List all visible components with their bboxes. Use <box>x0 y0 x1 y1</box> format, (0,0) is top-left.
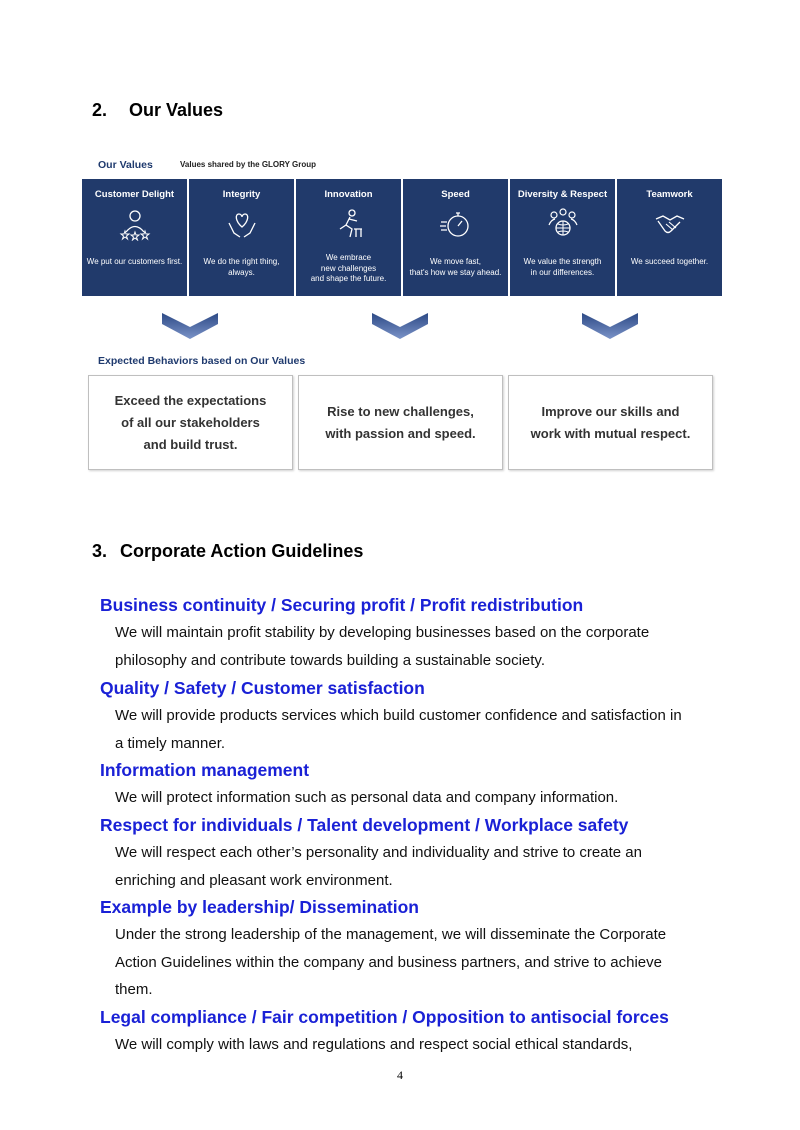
guideline-heading: Legal compliance / Fair competition / Opposition to antisocial forces <box>100 1007 669 1027</box>
guideline-line: We will protect information such as personal data and company information. <box>115 789 619 806</box>
guideline-heading: Respect for individuals / Talent development / Workplace safety <box>100 815 629 835</box>
chevron-down-icon <box>582 313 638 339</box>
value-card-title: Integrity <box>222 189 261 200</box>
guideline-body <box>115 702 735 757</box>
expected-behaviors-heading: Expected Behaviors based on Our Values <box>98 355 306 367</box>
section-title: Our Values <box>129 100 224 120</box>
guideline-body <box>115 784 735 812</box>
person-jumping-hurdle-icon <box>332 207 366 241</box>
guideline-heading: Information management <box>100 760 310 780</box>
value-card-title: Teamwork <box>646 189 693 200</box>
values-cards <box>82 179 722 296</box>
hands-holding-heart-icon <box>225 207 259 241</box>
chevron-down-icon <box>372 313 428 339</box>
guideline-line: Under the strong leadership of the management, we will disseminate the Corporate <box>115 926 667 943</box>
value-card-title: Innovation <box>324 189 373 200</box>
behavior-box: Rise to new challenges, with passion and speed. <box>298 375 503 470</box>
guideline-line: Action Guidelines within the company and business partners, and strive to achieve <box>115 953 662 971</box>
guideline-heading: Quality / Safety / Customer satisfaction <box>100 678 425 698</box>
behavior-box: Exceed the expectations of all our stakeholders and build trust. <box>88 375 293 470</box>
page-number: 4 <box>397 1068 403 1082</box>
guideline-line: We will respect each other’s personality and individuality and strive to create an <box>115 844 642 861</box>
value-card-title: Diversity & Respect <box>517 189 608 200</box>
handshake-icon <box>653 207 687 241</box>
chevron-down-icon <box>162 313 218 339</box>
stopwatch-icon <box>439 207 473 241</box>
value-card-integrity <box>189 179 294 296</box>
value-card-customer-delight <box>82 179 187 296</box>
guideline-body <box>115 1031 735 1059</box>
value-card-description: We put our customers first. <box>86 257 183 266</box>
value-card-description: We do the right thing, always. <box>203 257 280 277</box>
guideline-line: them. <box>115 981 153 998</box>
guideline-line: We will maintain profit stability by developing businesses based on the corporate <box>115 624 650 641</box>
value-card-description: We embrace new challenges and shape the future. <box>310 253 387 283</box>
guideline-line: We will comply with laws and regulations and respect social ethical standards, <box>115 1036 633 1053</box>
section-3-heading <box>92 541 363 562</box>
value-card-speed <box>403 179 508 296</box>
section-2-heading <box>92 100 223 121</box>
section-number: 3. <box>92 541 108 561</box>
values-figure-subheading: Values shared by the GLORY Group <box>180 160 317 169</box>
value-card-diversity-respect <box>510 179 615 296</box>
guideline-line: philosophy and contribute towards building a sustainable society. <box>115 651 545 669</box>
value-card-description: We move fast, that's how we stay ahead. <box>409 257 502 277</box>
guideline-line: a timely manner. <box>115 734 226 752</box>
person-with-stars-icon <box>118 207 152 241</box>
behavior-box: Improve our skills and work with mutual respect. <box>508 375 713 470</box>
people-around-globe-icon <box>546 207 580 241</box>
value-card-title: Speed <box>441 189 470 200</box>
guideline-body <box>115 839 735 894</box>
guideline-body <box>115 921 735 1004</box>
section-number: 2. <box>92 100 108 120</box>
value-card-innovation <box>296 179 401 296</box>
value-card-description: We succeed together. <box>630 257 709 266</box>
value-card-teamwork <box>617 179 722 296</box>
guideline-body <box>115 619 735 674</box>
guideline-heading: Business continuity / Securing profit / Profit redistribution <box>100 595 584 615</box>
value-card-description: We value the strength in our differences. <box>523 257 602 277</box>
guideline-line: We will provide products services which build customer confidence and satisfaction in <box>115 707 682 724</box>
value-card-title: Customer Delight <box>94 189 175 200</box>
values-figure-heading: Our Values <box>98 159 153 171</box>
section-title: Corporate Action Guidelines <box>120 541 364 561</box>
guideline-heading: Example by leadership/ Dissemination <box>100 897 419 917</box>
guideline-line: enriching and pleasant work environment. <box>115 871 393 889</box>
